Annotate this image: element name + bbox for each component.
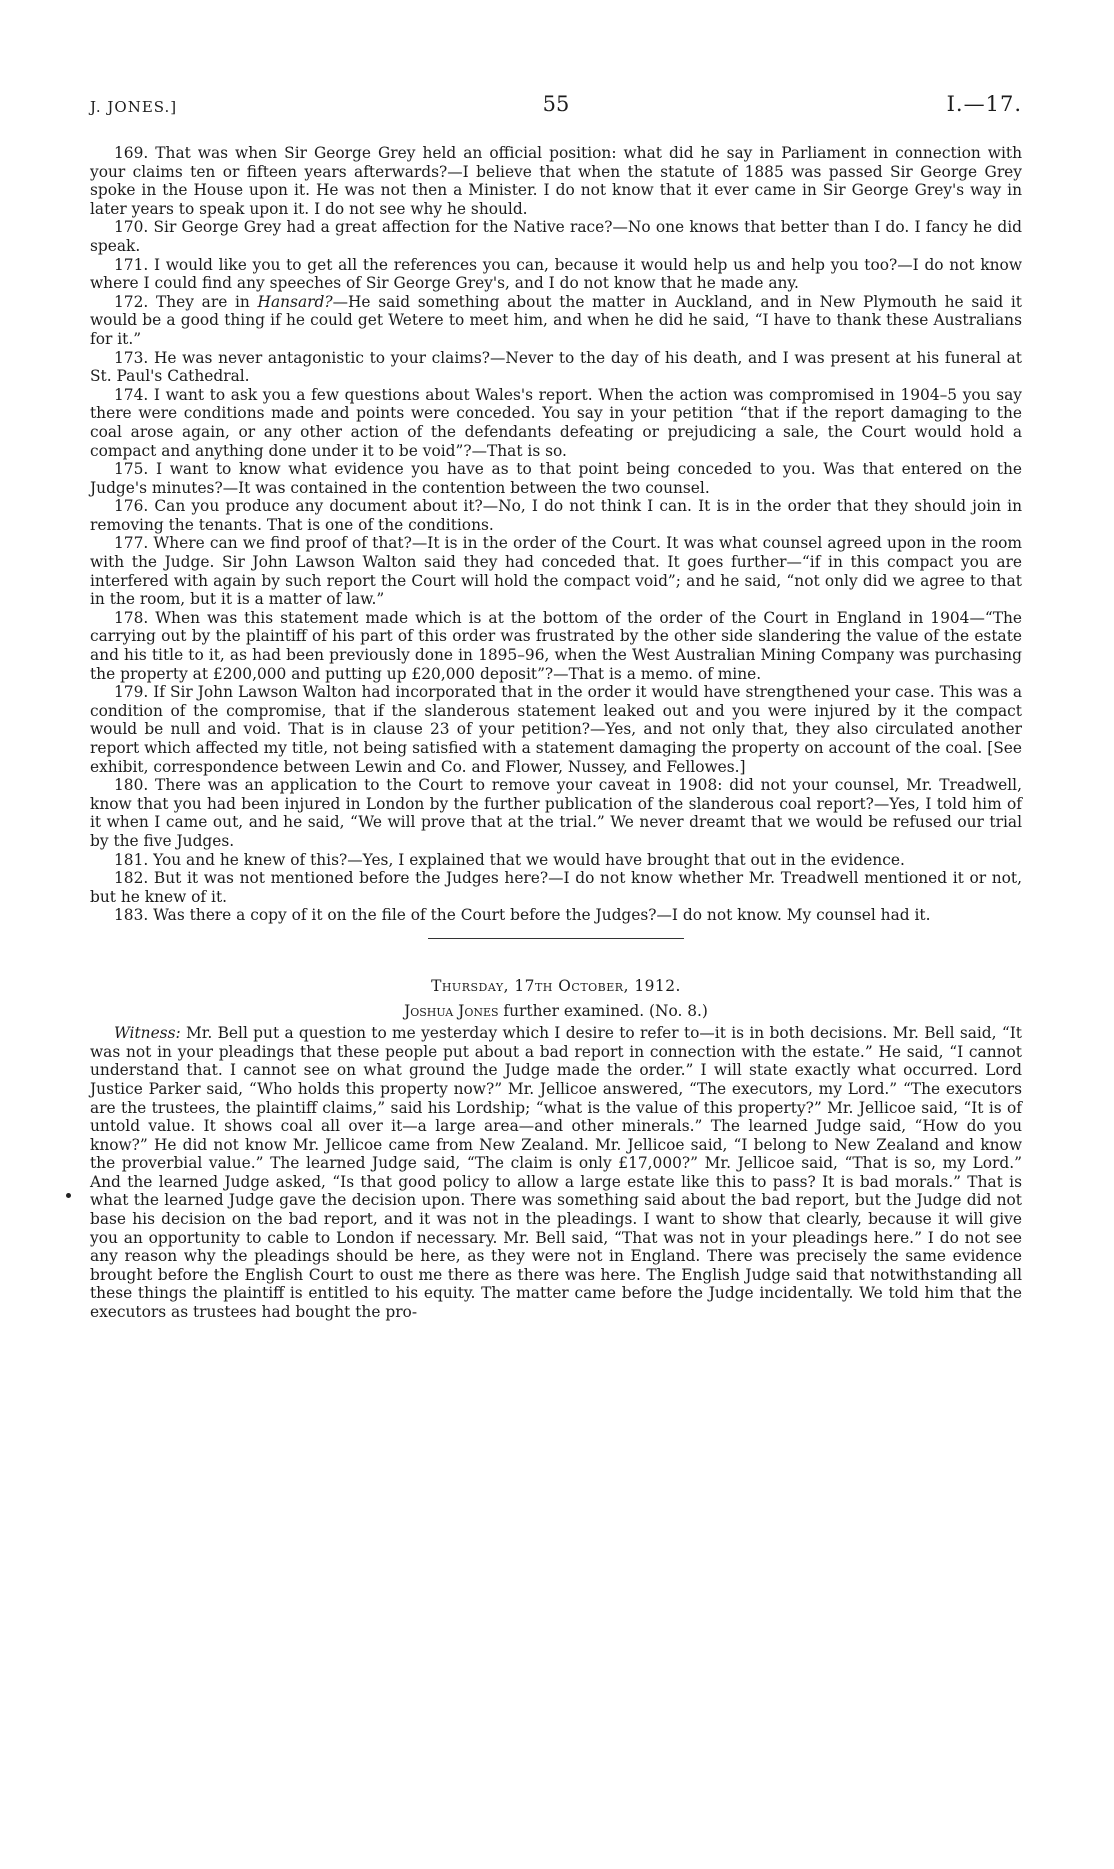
paragraph-178: 178. When was this statement made which is at the bottom of the order of the Court in England in 1904—“The carrying out by the plaintiff of his part of this order was frustrated by the other side slandering the value of the estate and his title to it, as had been previously done in 1895–96, when the West Australian Mining Company was purchasing the property at £200,000 and putting up £20,000 deposit”?—That is a memo. of mine. [90, 608, 1022, 683]
section-divider [428, 938, 684, 939]
witness-statement-text: Mr. Bell put a question to me yesterday which I desire to refer to—it is in both decisions. Mr. Bell said, “It was not in your pleadings that these people put about a bad report in connection with the estate.” He said, “I cannot understand that. I cannot see on what ground the Judge made the order.” I will state exactly what occurred. Lord Justice Parker said, “Who holds this property now?” Mr. Jellicoe answered, “The executors, my Lord.” “The executors are the trustees, the plaintiff claims,” said his Lordship; “what is the value of this property?” Mr. Jellicoe said, “It is of untold value. It shows coal all over it—a large area—and other minerals.” The learned Judge said, “How do you know?” He did not know Mr. Jellicoe came from New Zealand. Mr. Jellicoe said, “I belong to New Zealand and know the proverbial value.” The learned Judge said, “The claim is only £17,000?” Mr. Jellicoe said, “That is so, my Lord.” And the learned Judge asked, “Is that good policy to allow a large estate like this to pass? It is bad morals.” That is what the learned Judge gave the decision upon. There was something said about the bad report, but the Judge did not base his decision on the bad report, and it was not in the pleadings. I want to show that clearly, because it will give you an opportunity to cable to London if necessary. Mr. Bell said, “That was not in your pleadings here.” I do not see any reason why the pleadings should be here, as they were not in England. There was precisely the same evidence brought before the English Court to oust me there as there was here. The English Judge said that notwithstanding all these things the plaintiff is entitled to his equity. The matter came before the Judge incidentally. We told him that the executors as trustees had bought the pro- [90, 1024, 1022, 1322]
paragraph-175: 175. I want to know what evidence you have as to that point being conceded to you. Was that entered on the Judge's minutes?—It was contained in the contention between the two counsel. [90, 460, 1022, 497]
paragraph-172-rest: —He said something about the matter in Auckland, and in New Plymouth he said it would be a good thing if he could get Wetere to meet him, and when he did he said, “I have to thank these Australians for it.” [90, 292, 1022, 348]
paragraph-172-lead: 172. They are in [114, 292, 258, 311]
hansard-title: Hansard? [257, 292, 333, 311]
witness-sub-heading [90, 1002, 1022, 1021]
paragraph-181: 181. You and he knew of this?—Yes, I explained that we would have brought that out in the evidence. [114, 850, 905, 869]
paragraph-170: 170. Sir George Grey had a great affection for the Native race?—No one knows that better than I do. I fancy he did speak. [90, 218, 1022, 255]
paragraph-171: 171. I would like you to get all the references you can, because it would help us and help you too?—I do not know where I could find any speeches of Sir George Grey's, and I do not know that he made any. [90, 255, 1022, 293]
paragraph-183: 183. Was there a copy of it on the file of the Court before the Judges?—I do not know. My counsel had it. [114, 906, 931, 925]
margin-mark [66, 1193, 71, 1198]
running-head-name: J. JONES.] [90, 98, 178, 116]
witness-name: Joshua Jones [404, 1001, 499, 1020]
paragraph-179: 179. If Sir John Lawson Walton had incorporated that in the order it would have strengthened your case. This was a condition of the compromise, that if the slanderous statement leaked out and you were injured by it the compact would be null and void. That is in clause 23 of your petition?—Yes, and not only that, they also circulated another report which affected my title, not being satisfied with a statement damaging the property on account of the coal. [See exhibit, correspondence between Lewin and Co. and Flower, Nussey, and Fellowes.] [90, 683, 1022, 776]
paragraph-174: 174. I want to ask you a few questions about Wales's report. When the action was compromised in 1904–5 you say there were conditions made and points were conceded. You say in your petition “that if the report damaging to the coal arose again, or any other action of the defendants defeating or prejudicing a sale, the Court would hold a compact and anything done under it to be void”?—That is so. [90, 385, 1022, 460]
session-date-heading: Thursday, 17th October, 1912. [431, 976, 681, 995]
document-body [90, 144, 1022, 1322]
page-number: 55 [542, 92, 570, 116]
examination-note: further examined. (No. 8.) [498, 1001, 708, 1020]
document-reference: I.—17. [946, 92, 1022, 116]
witness-label: Witness: [114, 1024, 181, 1043]
page-header [90, 92, 1022, 124]
paragraph-176: 176. Can you produce any document about it?—No, I do not think I can. It is in the order that they should join in removing the tenants. That is one of the conditions. [90, 497, 1022, 534]
witness-statement [90, 1024, 1022, 1322]
paragraph-182: 182. But it was not mentioned before the Judges here?—I do not know whether Mr. Treadwell mentioned it or not, but he knew of it. [90, 869, 1022, 906]
paragraph-180: 180. There was an application to the Court to remove your caveat in 1908: did not your counsel, Mr. Treadwell, know that you had been injured in London by the further publication of the slanderous coal report?—Yes, I told him of it when I came out, and he said, “We will prove that at the trial.” We never dreamt that we would be refused our trial by the five Judges. [90, 776, 1022, 850]
paragraph-172 [90, 293, 1022, 349]
paragraph-177: 177. Where can we find proof of that?—It is in the order of the Court. It was what counsel agreed upon in the room with the Judge. Sir John Lawson Walton said they had conceded that. It goes further—“if in this compact you are interfered with again by such report the Court will hold the compact void”; and he said, “not only did we agree to that in the room, but it is a matter of law.” [90, 534, 1022, 609]
paragraph-173: 173. He was never antagonistic to your claims?—Never to the day of his death, and I was present at his funeral at St. Paul's Cathedral. [90, 348, 1022, 386]
paragraph-169: 169. That was when Sir George Grey held an official position: what did he say in Parliament in connection with your claims ten or fifteen years afterwards?—I believe that when the statute of 1885 was passed Sir George Grey spoke in the House upon it. He was not then a Minister. I do not know that it ever came in Sir George Grey's way in later years to speak upon it. I do not see why he should. [90, 144, 1022, 218]
